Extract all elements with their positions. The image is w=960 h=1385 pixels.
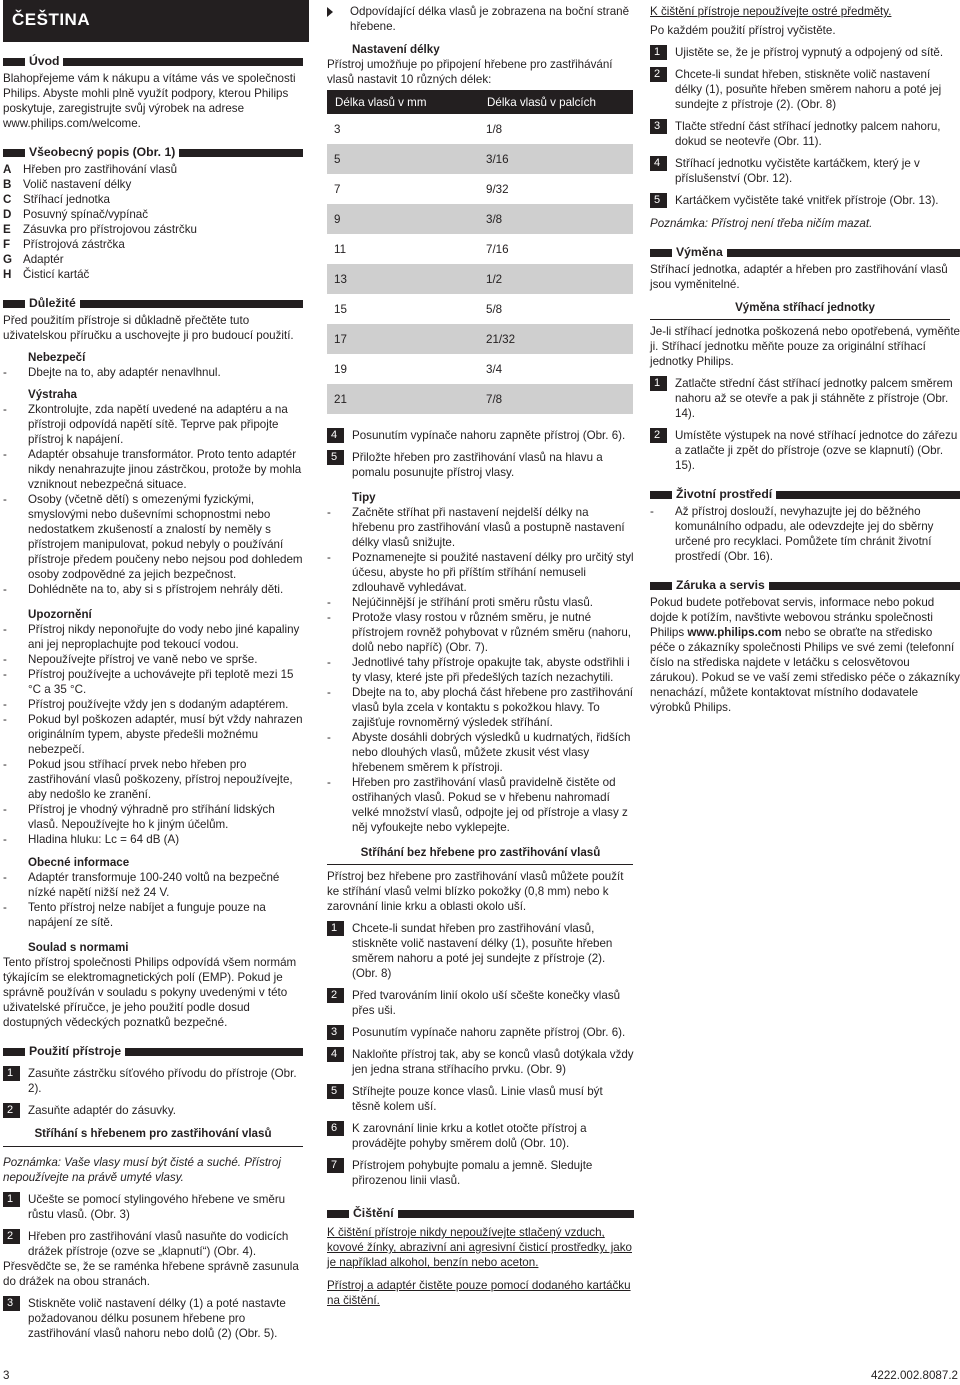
step-number: 2 (650, 67, 667, 82)
step-number: 1 (327, 921, 344, 936)
dash-marker: - (3, 698, 7, 711)
part-item (3, 192, 303, 207)
section-zivotni: Životní prostředí (650, 487, 960, 502)
part-letter: C (3, 193, 12, 206)
table-cell-mm: 5 (327, 144, 479, 174)
part-letter: G (3, 253, 13, 266)
dash-marker: - (3, 623, 7, 636)
dash-text: Pokud jsou stříhací prvek nebo hřeben pro zastřihování vlasů poškozeny, přístroj nepoužívejte, aby nedošlo ke zranění. (28, 758, 293, 801)
part-letter: E (3, 223, 11, 236)
step-item (327, 1158, 634, 1188)
step-item (650, 428, 960, 473)
step-text: Chcete-li sundat hřeben, stiskněte volič nastavení délky (1), posuňte hřeben směrem nahoru a poté jej sundejte z přístroje (2). (Obr. 8) (675, 68, 942, 111)
dash-text: Až přístroj doslouží, nevyhazujte jej do běžného komunálního odpadu, ale odevzdejte jej do sběrny určené pro recyklaci. Pomůžete tím chránit životní prostředí (Obr. 16). (675, 505, 934, 563)
vystraha-title: Výstraha (28, 388, 77, 401)
table-cell-inch: 1/8 (486, 122, 503, 136)
step-number: 2 (327, 988, 344, 1003)
dash-item (3, 870, 303, 900)
part-item (3, 252, 303, 267)
part-letter: B (3, 178, 12, 191)
step-number: 1 (650, 376, 667, 391)
table-row (327, 264, 633, 294)
step-text: Zasuňte adaptér do zásuvky. (28, 1104, 177, 1117)
dash-item (3, 652, 303, 667)
dash-text: Dbejte na to, aby adaptér nenavlhnul. (28, 366, 221, 379)
dash-marker: - (3, 871, 7, 884)
dash-marker: - (3, 713, 7, 726)
step-text: Stříhejte pouze konce vlasů. Linie vlasů musí být těsně kolem uší. (352, 1085, 603, 1113)
vystraha-list (3, 402, 303, 597)
dulezite-text: Před použitím přístroje si důkladně přečtěte tuto uživatelskou příručku a uschovejte ji pro budoucí použití. (3, 314, 294, 342)
divider (3, 1146, 303, 1147)
step-number: 5 (327, 1084, 344, 1099)
step-number: 3 (650, 119, 667, 134)
step-item (327, 1025, 634, 1040)
strihani-note: Poznámka: Vaše vlasy musí být čisté a suché. Přístroj nepoužívejte na právě umyté vlasy. (3, 1156, 281, 1184)
step-item (327, 450, 634, 480)
part-label: Volič nastavení délky (23, 178, 132, 191)
table-row (327, 144, 633, 174)
dash-item (327, 610, 634, 655)
table-cell-inch: 3/8 (479, 204, 633, 234)
step-number: 4 (650, 156, 667, 171)
dash-text: Přístroj používejte a uchovávejte při teplotě mezi 15 °C a 35 °C. (28, 668, 294, 696)
table-row (327, 354, 633, 384)
part-letter: F (3, 238, 11, 251)
step-number: 2 (650, 428, 667, 443)
part-letter: H (3, 268, 12, 281)
dash-text: Pokud byl poškozen adaptér, musí být vždy nahrazen originálním typem, abyste předešli možnému nebezpečí. (28, 713, 303, 756)
step-number: 2 (3, 1229, 20, 1244)
table-cell-inch: 3/16 (479, 144, 633, 174)
clean-note: Poznámka: Přístroj není třeba ničím mazat. (650, 217, 873, 230)
dash-text: Adaptér obsahuje transformátor. Proto tento adaptér nikdy nenahrazujte jinou zástrčkou, protože by mohla vzniknout nebezpečná situace. (28, 448, 302, 491)
column-2 (327, 0, 634, 1308)
dash-marker: - (327, 596, 331, 609)
step-text: Hřeben pro zastřihování vlasů nasuňte do vodicích drážek přístroje (ozve se „klapnutí“) (Obr. 4). (28, 1230, 289, 1258)
dash-text: Nepoužívejte přístroj ve vaně nebo ve sprše. (28, 653, 258, 666)
dash-item (3, 447, 303, 492)
step-text: Kartáčkem vyčistěte také vnitřek přístroje (Obr. 13). (675, 194, 939, 207)
dash-marker: - (3, 758, 7, 771)
section-popis: Všeobecný popis (Obr. 1) (3, 145, 303, 160)
step-text: Učešte se pomocí stylingového hřebene ve směru růstu vlasů. (Obr. 3) (28, 1193, 286, 1221)
table-row (327, 174, 633, 204)
step-item (650, 156, 960, 186)
step-item (327, 1084, 634, 1114)
table-cell-mm: 15 (334, 302, 347, 316)
vymena-text: Stříhací jednotka, adaptér a hřeben pro zastřihování vlasů jsou vyměnitelné. (650, 263, 948, 291)
nebezpeci-title: Nebezpečí (28, 351, 86, 364)
step-item (650, 67, 960, 112)
section-dulezite: Důležité (3, 296, 303, 311)
table-cell-mm: 21 (327, 384, 479, 414)
step-text: Přiložte hřeben pro zastřihování vlasů na hlavu a pomalu posunujte přístroj vlasy. (352, 451, 603, 479)
dash-text: Přístroj je vhodný výhradně pro stříhání lidských vlasů. Nepoužívejte ho k jiným účelům. (28, 803, 275, 831)
dash-marker: - (3, 448, 7, 461)
strihani-after: Přesvědčte se, že se raménka hřebene správně zasunula do drážek na obou stranách. (3, 1260, 299, 1288)
section-cisteni: Čištění (327, 1206, 634, 1221)
dash-item (3, 622, 303, 652)
column-3 (650, 0, 960, 715)
upozorneni-list (3, 622, 303, 847)
part-label: Stříhací jednotka (23, 193, 111, 206)
strihani-title: Stříhání s hřebenem pro zastřihování vlasů (34, 1127, 272, 1140)
dash-item (3, 402, 303, 447)
step-text: Zasuňte zástrčku síťového přívodu do přístroje (Obr. 2). (28, 1067, 297, 1095)
step-text: Posunutím vypínače nahoru zapněte přístroj (Obr. 6). (352, 429, 626, 442)
step-number: 3 (327, 1025, 344, 1040)
dash-marker: - (327, 506, 331, 519)
table-cell-mm: 7 (334, 182, 341, 196)
dash-marker: - (327, 551, 331, 564)
dash-marker: - (327, 776, 331, 789)
table-row (327, 114, 633, 144)
table-row (327, 204, 633, 234)
dash-marker: - (327, 656, 331, 669)
dash-marker: - (3, 366, 7, 379)
step-text: Umístěte výstupek na nové stříhací jednotce do zářezu a zatlačte ji zpět do přístroje (ozve se klapnutí) (Obr. 15). (675, 429, 958, 472)
clean-steps (650, 45, 960, 208)
part-item (3, 177, 303, 192)
step-text: Přístrojem pohybujte pomalu a jemně. Sledujte přirozenou linii vlasů. (352, 1159, 593, 1187)
step-item (650, 45, 960, 60)
dash-marker: - (3, 653, 7, 666)
dash-text: Protože vlasy rostou v různém směru, je nutné přístrojem rovněž pohybovat v různém směru (nahoru, dolů nebo napříč) (Obr. 7). (352, 611, 632, 654)
table-header-mm: Délka vlasů v mm (327, 90, 479, 114)
table-cell-inch: 7/16 (486, 242, 509, 256)
step-item (327, 1121, 634, 1151)
step-text: Zatlačte střední část stříhací jednotky palcem směrem nahoru až se otevře a pak ji stáhněte z přístroje (Obr. 14). (675, 377, 953, 420)
dash-text: Přístroj používejte vždy jen s dodaným adaptérem. (28, 698, 289, 711)
parts-list (3, 162, 303, 282)
dash-item (3, 712, 303, 757)
zivotni-list (650, 504, 960, 564)
dash-text: Adaptér transformuje 100-240 voltů na bezpečné nízké napětí nižší než 24 V. (28, 871, 280, 899)
nebezpeci-list (3, 365, 303, 380)
after-use-text: Po každém použití přístroj vyčistěte. (650, 24, 836, 37)
dash-marker: - (650, 505, 654, 518)
part-label: Hřeben pro zastřihování vlasů (23, 163, 178, 176)
strihani-steps (3, 1192, 303, 1259)
dash-marker: - (3, 803, 7, 816)
step-number: 1 (3, 1192, 20, 1207)
divider (650, 319, 950, 320)
step-item (3, 1066, 303, 1096)
table-cell-inch: 3/4 (486, 362, 503, 376)
table-row (327, 234, 633, 264)
step-number: 5 (327, 450, 344, 465)
obecne-title: Obecné informace (28, 856, 130, 869)
dash-text: Nejúčinnější je stříhání proti směru růstu vlasů. (352, 596, 593, 609)
upozorneni-title: Upozornění (28, 608, 92, 621)
step-item (3, 1229, 303, 1259)
step-text: Nakloňte přístroj tak, aby se konců vlasů dotýkala vždy jen jedna strana stříhacího prvku. (Obr. 9) (352, 1048, 634, 1076)
table-cell-inch: 7/8 (479, 384, 633, 414)
dash-text: Začněte stříhat při nastavení nejdelší délky na hřebenu pro zastřihování vlasů a postupně nastavení délky vlasů snižujte. (352, 506, 625, 549)
vymena-sub-text: Je-li stříhací jednotka poškozená nebo opotřebená, vyměňte ji. Stříhací jednotku měňte pouze za originální stříhací jednotky Philips. (650, 325, 960, 368)
step-text: Tlačte střední část stříhací jednotky palcem nahoru, dokud se neotevře (Obr. 11). (675, 120, 941, 148)
bez-title: Stříhání bez hřebene pro zastřihování vlasů (360, 846, 601, 859)
section-vymena: Výměna (650, 245, 960, 260)
part-label: Posuvný spínač/vypínač (23, 208, 149, 221)
step-item (327, 1047, 634, 1077)
dash-marker: - (3, 668, 7, 681)
column-1 (3, 0, 303, 1341)
step-text: Posunutím vypínače nahoru zapněte přístroj (Obr. 6). (352, 1026, 626, 1039)
dash-item (3, 582, 303, 597)
table-cell-mm: 11 (334, 242, 347, 256)
part-item (3, 162, 303, 177)
dash-item (327, 595, 634, 610)
dash-text: Zkontrolujte, zda napětí uvedené na adaptéru a na přístroji odpovídá napětí sítě. Teprve pak připojte přístroj k napájení. (28, 403, 288, 446)
bullet-item: Odpovídající délka vlasů je zobrazena na boční straně hřebene. (327, 4, 634, 34)
part-label: Adaptér (23, 253, 64, 266)
cisteni-warning-2: Přístroj a adaptér čistěte pouze pomocí dodaného kartáčku na čištění. (327, 1279, 631, 1307)
dash-marker: - (327, 611, 331, 624)
dash-item (327, 505, 634, 550)
table-cell-mm: 9 (327, 204, 479, 234)
dash-item (3, 802, 303, 832)
dash-text: Hřeben pro zastřihování vlasů pravidelně čistěte od ostřihaných vlasů. Pokud se v hřebenu nahromadí velké množství vlasů, odpojte jej od přístroje a vlasy z něj vyfoukejte nebo vyklepejte. (352, 776, 628, 834)
step-item (650, 119, 960, 149)
dash-text: Jednotlivé tahy přístroje opakujte tak, abyste odstřihli i ty vlasy, které jste při předešlých tazích nezachytili. (352, 656, 630, 684)
step-number: 2 (3, 1103, 20, 1118)
dash-text: Abyste dosáhli dobrých výsledků u kudrnatých, řidších nebo dlouhých vlasů, můžete zkusit vést vlasy hřebenem směrem k přístroji. (352, 731, 631, 774)
doc-code: 4222.002.8087.2 (870, 1369, 958, 1382)
dash-item (327, 550, 634, 595)
dash-text: Hladina hluku: Lc = 64 dB (A) (28, 833, 180, 846)
vymena-steps (650, 376, 960, 473)
step-item (327, 988, 634, 1018)
dash-item (3, 667, 303, 697)
triangle-bullet-icon (327, 4, 333, 19)
part-item (3, 222, 303, 237)
step-number: 5 (650, 193, 667, 208)
dash-text: Přístroj nikdy neponořujte do vody nebo jiné kapaliny ani jej neproplachujte pod tekoucí vodou. (28, 623, 300, 651)
part-letter: A (3, 163, 12, 176)
part-label: Přístrojová zástrčka (23, 238, 125, 251)
tipy-title: Tipy (352, 491, 376, 504)
dash-item (327, 685, 634, 730)
dash-marker: - (3, 901, 7, 914)
divider (327, 864, 633, 865)
table-cell-inch: 5/8 (486, 302, 503, 316)
dash-marker: - (3, 833, 7, 846)
bez-text: Přístroj bez hřebene pro zastřihování vlasů můžete použít ke stříhání vlasů velmi blízko pokožky (0,8 mm) nebo k zarovnání linie krku a oblasti okolo uší. (327, 870, 624, 913)
dash-marker: - (3, 493, 7, 506)
dash-item (327, 775, 634, 835)
dash-marker: - (3, 403, 7, 416)
dash-marker: - (327, 731, 331, 744)
step-item (327, 428, 634, 443)
soulad-text: Tento přístroj společnosti Philips odpovídá všem normám týkajícím se elektromagnetických polí (EMP). Pokud je správně používán v souladu s pokyny uvedenými v této uživatelské příručce, je jeho použití podle dosud dostupných vědeckých poznatků bezpečné. (3, 956, 297, 1029)
bez-steps (327, 921, 634, 1188)
tipy-list (327, 505, 634, 835)
section-zaruka: Záruka a servis (650, 578, 960, 593)
dash-item (327, 730, 634, 775)
philips-link[interactable]: www.philips.com (687, 626, 782, 639)
table-cell-mm: 17 (327, 324, 479, 354)
table-cell-inch: 1/2 (479, 264, 633, 294)
step-number: 1 (3, 1066, 20, 1081)
step-item (3, 1103, 303, 1118)
dash-item (3, 365, 303, 380)
dash-text: Tento přístroj nelze nabíjet a funguje pouze na napájení ze sítě. (28, 901, 266, 929)
part-letter: D (3, 208, 12, 221)
dash-text: Osoby (včetně dětí) s omezenými fyzickými, smyslovými nebo duševními schopnostmi nebo nedostatkem zkušeností a znalostí by neměly s přístrojem manipulovat, pokud nebyly o používání přístroje předem poučeny nebo nejsou pod dohledem osoby zodpovědné za jejich bezpečnost. (28, 493, 303, 581)
table-cell-mm: 3 (334, 122, 341, 136)
cisteni-warning-3: K čištění přístroje nepoužívejte ostré předměty. (650, 5, 892, 18)
step-item (327, 921, 634, 981)
nastaveni-title: Nastavení délky (352, 43, 440, 56)
dash-item (327, 655, 634, 685)
table-cell-mm: 13 (327, 264, 479, 294)
length-table (327, 90, 633, 414)
step-item: 3 Stiskněte volič nastavení délky (1) a poté nastavte požadovanou délku posunem hřebene pro zastřihování vlasů nahoru nebo dolů (2) (Obr. 5). (3, 1296, 303, 1341)
table-cell-mm: 19 (334, 362, 347, 376)
dash-item (3, 492, 303, 582)
step-text: K zarovnání linie krku a kotlet otočte přístroj a provádějte pohyby směrem dolů (Obr. 10). (352, 1122, 587, 1150)
page-number: 3 (3, 1369, 10, 1382)
step-number: 4 (327, 428, 344, 443)
table-cell-inch: 21/32 (479, 324, 633, 354)
step-number: 1 (650, 45, 667, 60)
part-label: Čisticí kartáč (23, 268, 90, 281)
section-pouziti: Použití přístroje (3, 1044, 303, 1059)
obecne-list (3, 870, 303, 930)
cisteni-warning-1: K čištění přístroje nikdy nepoužívejte stlačený vzduch, kovové žínky, abrazivní ani agresivní čisticí prostředky, jako je například alkohol, benzín nebo aceton. (327, 1226, 632, 1269)
table-row (327, 294, 633, 324)
table-header-inch: Délka vlasů v palcích (479, 90, 633, 114)
dash-text: Dbejte na to, aby plochá část hřebene pro zastřihování vlasů byla zcela v kontaktu s pokožkou hlavy. To zajišťuje rovnoměrný výsledek stříhání. (352, 686, 634, 729)
part-item (3, 267, 303, 282)
dash-item (3, 757, 303, 802)
section-uvod: Úvod (3, 54, 303, 69)
step-number: 6 (327, 1121, 344, 1136)
part-item (3, 237, 303, 252)
step-item (650, 376, 960, 421)
dash-marker: - (3, 583, 7, 596)
soulad-title: Soulad s normami (28, 941, 129, 954)
language-header: ČEŠTINA (3, 0, 309, 42)
step-number: 7 (327, 1158, 344, 1173)
step-item (650, 193, 960, 208)
dash-text: Dohlédněte na to, aby si s přístrojem nehrály děti. (28, 583, 284, 596)
vymena-sub-title: Výměna stříhací jednotky (735, 301, 875, 314)
steps-a (327, 428, 634, 480)
dash-item (650, 504, 960, 564)
table-row (327, 324, 633, 354)
step-text: Ujistěte se, že je přístroj vypnutý a odpojený od sítě. (675, 46, 944, 59)
table-row (327, 384, 633, 414)
step-text: Stříhací jednotku vyčistěte kartáčkem, který je v příslušenství (Obr. 12). (675, 157, 920, 185)
dash-item (3, 832, 303, 847)
part-label: Zásuvka pro přístrojovou zástrčku (23, 223, 197, 236)
part-item (3, 207, 303, 222)
step-text: Před tvarováním linií okolo uší sčešte konečky vlasů přes uši. (352, 989, 621, 1017)
dash-item (3, 900, 303, 930)
dash-text: Poznamenejte si použité nastavení délky pro určitý styl účesu, abyste ho při příštím stříhání nemuseli zdlouhavě vyhledávat. (352, 551, 634, 594)
step-text: Chcete-li sundat hřeben pro zastřihování vlasů, stiskněte volič nastavení délky (1), posuňte hřeben směrem nahoru a poté jej sundejte z přístroje (2). (Obr. 8) (352, 922, 613, 980)
dash-marker: - (327, 686, 331, 699)
table-cell-inch: 9/32 (486, 182, 509, 196)
dash-item (3, 697, 303, 712)
step-item (3, 1192, 303, 1222)
step-number: 4 (327, 1047, 344, 1062)
nastaveni-text: Přístroj umožňuje po připojení hřebene pro zastřihávání vlasů nastavit 10 různých délek: (327, 58, 613, 86)
pouziti-steps (3, 1066, 303, 1118)
zaruka-text: Pokud budete potřebovat servis, informace nebo pokud dojde k potížím, navštivte webovou stránku společnosti Philips www.philips.com nebo se obraťte na středisko péče o zákazníky společnosti Philips ve své zemi (telefonní číslo na střediska najdete v letáčku s celosvětovou zárukou). Pokud se ve vaší zemi středisko péče o zákazníky nenachází, můžete kontaktovat místního dodavatele výrobků Philips. (650, 596, 960, 714)
uvod-text: Blahopřejeme vám k nákupu a vítáme vás ve společnosti Philips. Abyste mohli plně využít podpory, kterou Philips poskytuje, zaregistrujte svůj výrobek na adrese www.philips.com/welcome. (3, 72, 296, 130)
